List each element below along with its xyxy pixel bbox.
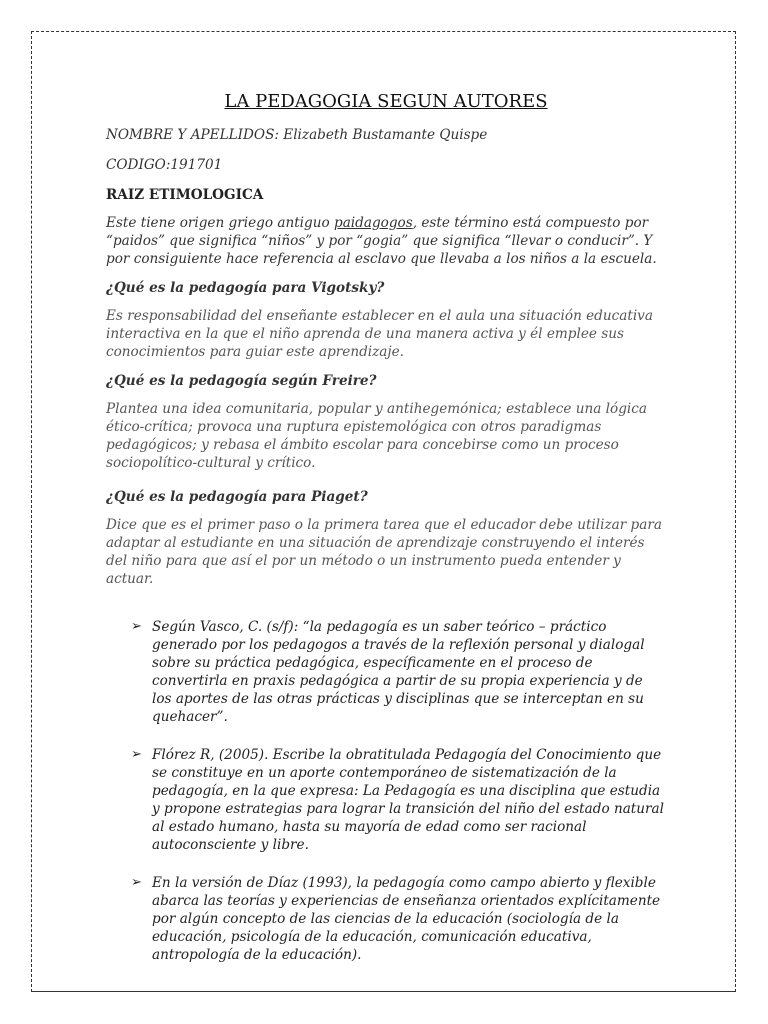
author-quotes-list: [106, 618, 666, 964]
code-line: CODIGO:191701: [106, 157, 223, 173]
etymology-paragraph: [106, 214, 666, 268]
list-item: [106, 874, 666, 964]
freire-answer: Plantea una idea comunitaria, popular y antihegemónica; establece una lógica ético-crítica; provoca una ruptura epistemológica con otros paradigmas pedagógicos; y rebasa el ámbito escolar para concebirse como un proceso sociopolítico-cultural y crítico.: [106, 401, 647, 471]
list-item: [106, 618, 666, 726]
list-item-text: Flórez R, (2005). Escribe la obratitulada Pedagogía del Conocimiento que se constituye en un aporte contemporáneo de sistematización de la pedagogía, en la que expresa: La Pedagogía es una disciplina que estudia y propone estrategias para lograr la transición del niño del estado natural al estado humano, hasta su mayoría de edad como ser racional autoconsciente y libre.: [152, 747, 664, 853]
arrow-bullet-icon: ➢: [131, 747, 142, 762]
arrow-bullet-icon: ➢: [131, 875, 142, 890]
etymology-heading: RAIZ ETIMOLOGICA: [106, 187, 264, 203]
document-body: [106, 90, 666, 984]
arrow-bullet-icon: ➢: [131, 619, 142, 634]
document-title: LA PEDAGOGIA SEGUN AUTORES: [224, 91, 548, 112]
vigotsky-answer: Es responsabilidad del enseñante establecer en el aula una situación educativa interactiva en la que el niño aprenda de una manera activa y él emplee sus conocimientos para guiar este aprendizaje.: [106, 308, 653, 360]
etymology-text-start: Este tiene origen griego antiguo: [106, 215, 334, 231]
vigotsky-question: ¿Qué es la pedagogía para Vigotsky?: [106, 280, 385, 296]
piaget-answer: Dice que es el primer paso o la primera tarea que el educador debe utilizar para adaptar al estudiante en una situación de aprendizaje construyendo el interés del niño para que así el por un método o un instrumento pueda entender y actuar.: [106, 517, 662, 587]
list-item: [106, 746, 666, 854]
list-item-text: Según Vasco, C. (s/f): “la pedagogía es un saber teórico – práctico generado por los pedagogos a través de la reflexión personal y dialogal sobre su práctica pedagógica, específicamente en el proceso de convertirla en praxis pedagógica a partir de su propia experiencia y de los aportes de las otras prácticas y disciplinas que se interceptan en su quehacer”.: [152, 619, 645, 725]
etymology-text-end: , este término está compuesto por “paidos” que significa “niños” y por “gogia” que significa “llevar o conducir”. Y por consiguiente hace referencia al esclavo que llevaba a los niños a la escuela.: [106, 215, 657, 267]
author-line: NOMBRE Y APELLIDOS: Elizabeth Bustamante Quispe: [106, 127, 488, 143]
list-item-text: En la versión de Díaz (1993), la pedagogía como campo abierto y flexible abarca las teorías y experiencias de enseñanza orientados explícitamente por algún concepto de las ciencias de la educación (sociología de la educación, psicología de la educación, comunicación educativa, antropología de la educación).: [152, 875, 661, 963]
etymology-term: paidagogos: [334, 215, 413, 231]
freire-question: ¿Qué es la pedagogía según Freire?: [106, 373, 377, 389]
piaget-question: ¿Qué es la pedagogía para Piaget?: [106, 489, 368, 505]
